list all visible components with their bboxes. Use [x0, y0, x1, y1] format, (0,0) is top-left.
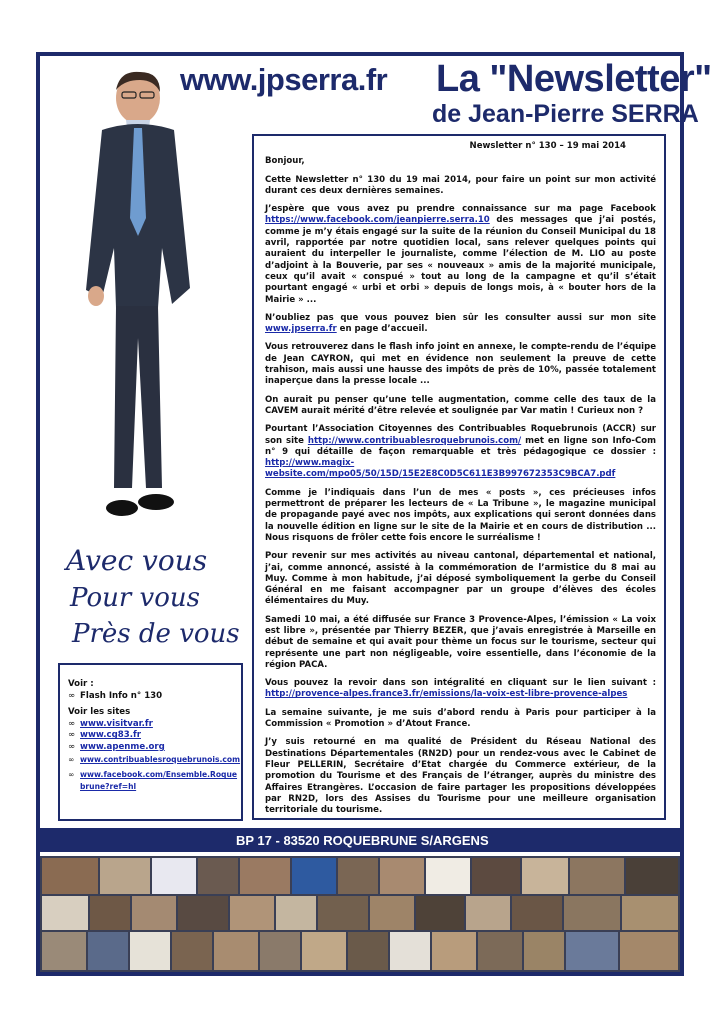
paragraph-france3: Samedi 10 mai, a été diffusée sur France 3 Provence-Alpes, l’émission « La voix est libre », présentée par Thierry BEZER, que j’avais enregistrée à Marseille en début de semaine et qui avait pour thème un focus sur le tourisme, secteur qui représente une part non négligeable, voire essentielle, dans l’économie de la région PACA.	[265, 614, 656, 670]
paragraph-rn2d: J’y suis retourné en ma qualité de Président du Réseau National des Destinations Départementales (RN2D) pour un rendez-vous avec le Cabinet de Fleur PELLERIN, Secrétaire d’Etat chargée du Commerce extérieur, de la promotion du Tourisme et des Français de l’étranger, auprès du ministre des Affaires Etrangères. L’occasion de faire partager les propositions développées par RN2D, lors des Assises du Tourisme pour une meilleure organisation territoriale du tourisme.	[265, 737, 656, 816]
paragraph-tribune: Comme je l’indiquais dans l’un de mes « posts », ces précieuses infos permettront de préparer les lecteurs de « La Tribune », le magazine municipal de propagande payé avec nos impôts, aux explications qui seront données dans la nouvelle édition en ligne sur le site de la Mairie et en cours de distribution ... Nous risquons de frôler cette fois encore le surréalisme !	[265, 487, 656, 543]
paragraph-replay: Vous pouvez la revoir dans son intégralité en cliquant sur le lien suivant : http://provence-alpes.france3.fr/emissions/la-voix-est-libre-provence-alpes	[265, 678, 656, 700]
paragraph-armistice: Pour revenir sur mes activités au niveau cantonal, départemental et national, j’ai, comme annoncé, assisté à la commémoration de l’armistice du 8 mai au Muy. Comme à mon habitude, j’ai déposé symboliquement la gerbe du Conseil Général en me faisant accompagner par un groupe d’élèves des écoles élémentaires du Muy.	[265, 551, 656, 607]
collage-row-top	[42, 858, 678, 894]
collage-row-bottom	[42, 932, 678, 970]
infinity-bullet-icon: ∞	[68, 741, 76, 752]
links-sidebar	[58, 663, 243, 821]
sites-heading: Voir les sites	[68, 707, 131, 718]
paragraph-accr: Pourtant l’Association Citoyennes des Contribuables Roquebrunois (ACCR) sur son site http://www.contribuablesroquebrunois.com/ met en ligne son Info-Com n° 9 qui détaille de façon remarquable et très pédagogique ce dossier : http://www.magix-website.com/mpo05/50/15D/15E2E8C0D5C611E3B997672353C9BCA7.pdf	[265, 424, 656, 480]
paragraph-intro: Cette Newsletter n° 130 du 19 mai 2014, pour faire un point sur mon activité durant ces deux dernières semaines.	[265, 174, 656, 196]
svg-text:Pour vous: Pour vous	[70, 583, 200, 613]
newsletter-title: La "Newsletter"	[436, 58, 712, 100]
greeting: Bonjour,	[265, 156, 305, 167]
cg83-link[interactable]: www.cg83.fr	[80, 730, 141, 741]
visitvar-link[interactable]: www.visitvar.fr	[80, 718, 153, 729]
list-item[interactable]	[68, 769, 238, 792]
newsletter-number: Newsletter n° 130 – 19 mai 2014	[469, 141, 626, 151]
handwritten-signature	[62, 538, 240, 658]
newsletter-body	[252, 134, 666, 820]
sites-list	[68, 718, 241, 793]
infinity-bullet-icon: ∞	[68, 690, 76, 701]
collage-row-middle	[42, 896, 678, 930]
newsletter-subtitle: de Jean-Pierre SERRA	[432, 100, 699, 128]
apenme-link[interactable]: www.apenme.org	[80, 741, 165, 752]
postal-address: BP 17 - 83520 ROQUEBRUNE S/ARGENS	[236, 833, 489, 848]
paragraph-flash-info: Vous retrouverez dans le flash info joint en annexe, le compte-rendu de l’équipe de Jean CAYRON, qui met en évidence non seulement la preuve de cette trahison, mais aussi une hausse des impôts de près de 10%, passée totalement inaperçue dans la presse locale ...	[265, 342, 656, 387]
infinity-bullet-icon: ∞	[68, 718, 76, 729]
portrait-photo	[62, 68, 212, 536]
jpserra-link[interactable]: www.jpserra.fr	[265, 324, 337, 335]
accr-link[interactable]: http://www.contribuablesroquebrunois.com/	[307, 435, 522, 446]
list-item[interactable]	[68, 742, 235, 754]
facebook-ensemble-link[interactable]: www.facebook.com/Ensemble.Roque brune?ref=hl	[80, 770, 238, 791]
list-item[interactable]	[68, 719, 235, 731]
paragraph-facebook: J’espère que vous avez pu prendre connaissance sur ma page Facebook https://www.facebook.com/jeanpierre.serra.10 des messages que j’ai postés, comme je m’y étais engagé sur la suite de la réunion du Conseil Municipal du 18 avril, rapportée par notre quotidien local, sans relever quelques points qui auraient du interpeller le journaliste, comme l’élection de M. LIO au poste d’adjoint à la Bouverie, par ses « nouveaux » amis de la majorité municipale, ceux qu’il avait « conspué » tout au long de la campagne et qu’il s’était pourtant engagé « urbi et orbi » depuis de longs mois, à « bouter hors de la Mairie » ...	[265, 204, 656, 305]
paragraph-site: N’oubliez pas que vous pouvez bien sûr les consulter aussi sur mon site www.jpserra.fr en page d’accueil.	[265, 312, 656, 335]
contribuables-link[interactable]: www.contribuablesroquebrunois.com	[80, 754, 241, 764]
paragraph-atout-france: La semaine suivante, je me suis d’abord rendu à Paris pour participer à la Commission « Promotion » d’Atout France.	[265, 707, 656, 730]
infinity-bullet-icon: ∞	[68, 770, 75, 780]
list-item[interactable]	[68, 730, 235, 742]
infinity-bullet-icon: ∞	[68, 754, 75, 764]
list-item[interactable]: ∞ Flash Info n° 130	[68, 690, 163, 701]
france3-link[interactable]: http://provence-alpes.france3.fr/emissions/la-voix-est-libre-provence-alpes	[265, 689, 628, 700]
site-url-title[interactable]: www.jpserra.fr	[180, 62, 388, 97]
svg-text:Près de vous: Près de vous	[72, 619, 240, 649]
list-item[interactable]	[68, 754, 241, 766]
paragraph-cavem: On aurait pu penser qu’une telle augmentation, comme celle des taux de la CAVEM aurait mérité d’être relevée et soulignée par Var matin ! Curieux non ?	[265, 394, 656, 416]
voir-heading: Voir :	[68, 679, 94, 689]
magix-pdf-link[interactable]: http://www.magix-website.com/mpo05/50/15D/15E2E8C0D5C611E3B997672353C9BCA7.pdf	[265, 458, 616, 480]
voir-list	[68, 691, 235, 703]
facebook-link[interactable]: https://www.facebook.com/jeanpierre.serra.10	[265, 215, 490, 226]
svg-text:Avec vous: Avec vous	[66, 544, 208, 577]
photo-collage	[40, 856, 680, 972]
infinity-bullet-icon: ∞	[68, 730, 76, 741]
